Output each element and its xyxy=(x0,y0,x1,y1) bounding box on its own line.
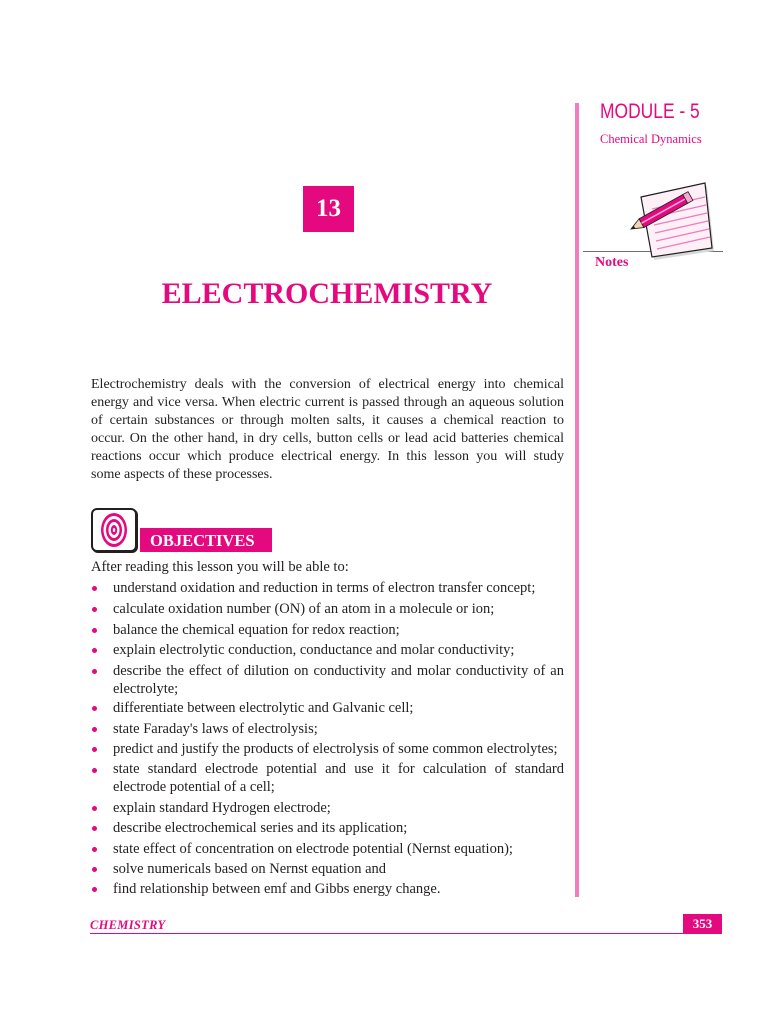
list-item-text: understand oxidation and reduction in terms of electron transfer concept; xyxy=(113,580,536,596)
bullet-dot-icon xyxy=(92,887,97,892)
list-item xyxy=(91,860,564,878)
list-item xyxy=(91,641,564,659)
list-item-text: state Faraday's laws of electrolysis; xyxy=(113,721,318,737)
module-subtitle: Chemical Dynamics xyxy=(600,132,702,146)
list-item-text: solve numericals based on Nernst equation and xyxy=(113,861,387,877)
bullet-dot-icon xyxy=(92,669,97,674)
notes-label: Notes xyxy=(595,255,629,270)
bullet-dot-icon xyxy=(92,727,97,732)
bullet-dot-icon xyxy=(92,706,97,711)
list-item xyxy=(91,880,564,898)
target-icon xyxy=(91,508,137,552)
bullet-dot-icon xyxy=(92,806,97,811)
intro-line: some aspects of these processes. xyxy=(91,467,273,482)
list-item xyxy=(91,819,564,837)
page-number: 353 xyxy=(683,914,722,934)
margin-rule xyxy=(575,103,579,897)
intro-line: reactions occur which produce electrical energy. In this lesson you will study xyxy=(91,449,564,464)
bullet-dot-icon xyxy=(92,768,97,773)
intro-line: occur. On the other hand, in dry cells, button cells or lead acid batteries chemical xyxy=(91,431,564,446)
intro-line: energy and vice versa. When electric current is passed through an aqueous solution xyxy=(91,395,564,410)
list-item-text: predict and justify the products of electrolysis of some common electrolytes; xyxy=(113,741,558,757)
bullet-dot-icon xyxy=(92,648,97,653)
bullet-dot-icon xyxy=(92,826,97,831)
list-item-text: balance the chemical equation for redox reaction; xyxy=(113,622,400,638)
list-item xyxy=(91,579,564,597)
list-item-text: state standard electrode potential and use it for calculation of standard xyxy=(113,761,564,777)
list-item xyxy=(91,799,564,817)
list-item-text: state effect of concentration on electrode potential (Nernst equation); xyxy=(113,841,513,857)
bullet-dot-icon xyxy=(92,847,97,852)
list-item xyxy=(91,740,564,758)
bullet-dot-icon xyxy=(92,607,97,612)
list-item-text: calculate oxidation number (ON) of an atom in a molecule or ion; xyxy=(113,601,495,617)
list-item xyxy=(91,761,564,796)
list-item-text: explain electrolytic conduction, conductance and molar conductivity; xyxy=(113,642,515,658)
intro-line: of certain substances or through molten salts, it causes a chemical reaction to xyxy=(91,413,564,428)
notes-pencil-icon xyxy=(625,175,720,265)
chapter-number: 13 xyxy=(303,186,354,232)
list-item-text: describe the effect of dilution on conductivity and molar conductivity of an xyxy=(113,663,564,679)
footer-rule xyxy=(90,933,683,934)
module-title: MODULE - 5 xyxy=(600,100,700,123)
bullet-dot-icon xyxy=(92,867,97,872)
list-item xyxy=(91,840,564,858)
bullet-dot-icon xyxy=(92,747,97,752)
list-item-text: electrolyte; xyxy=(113,681,179,697)
list-item-text: explain standard Hydrogen electrode; xyxy=(113,800,331,816)
objectives-lead: After reading this lesson you will be able to: xyxy=(91,559,349,575)
chapter-title: ELECTROCHEMISTRY xyxy=(161,277,493,310)
list-item xyxy=(91,720,564,738)
list-item xyxy=(91,621,564,639)
list-item-text: differentiate between electrolytic and Galvanic cell; xyxy=(113,700,414,716)
bullet-dot-icon xyxy=(92,628,97,633)
intro-line: Electrochemistry deals with the conversion of electrical energy into chemical xyxy=(91,377,564,392)
list-item-text: find relationship between emf and Gibbs energy change. xyxy=(113,881,441,897)
list-item xyxy=(91,699,564,717)
bullet-dot-icon xyxy=(92,586,97,591)
list-item xyxy=(91,662,564,698)
objectives-heading: OBJECTIVES xyxy=(140,528,272,552)
list-item-text: electrode potential of a cell; xyxy=(113,778,275,795)
footer-subject: CHEMISTRY xyxy=(90,918,166,932)
list-item-text: describe electrochemical series and its application; xyxy=(113,820,408,836)
list-item xyxy=(91,600,564,618)
